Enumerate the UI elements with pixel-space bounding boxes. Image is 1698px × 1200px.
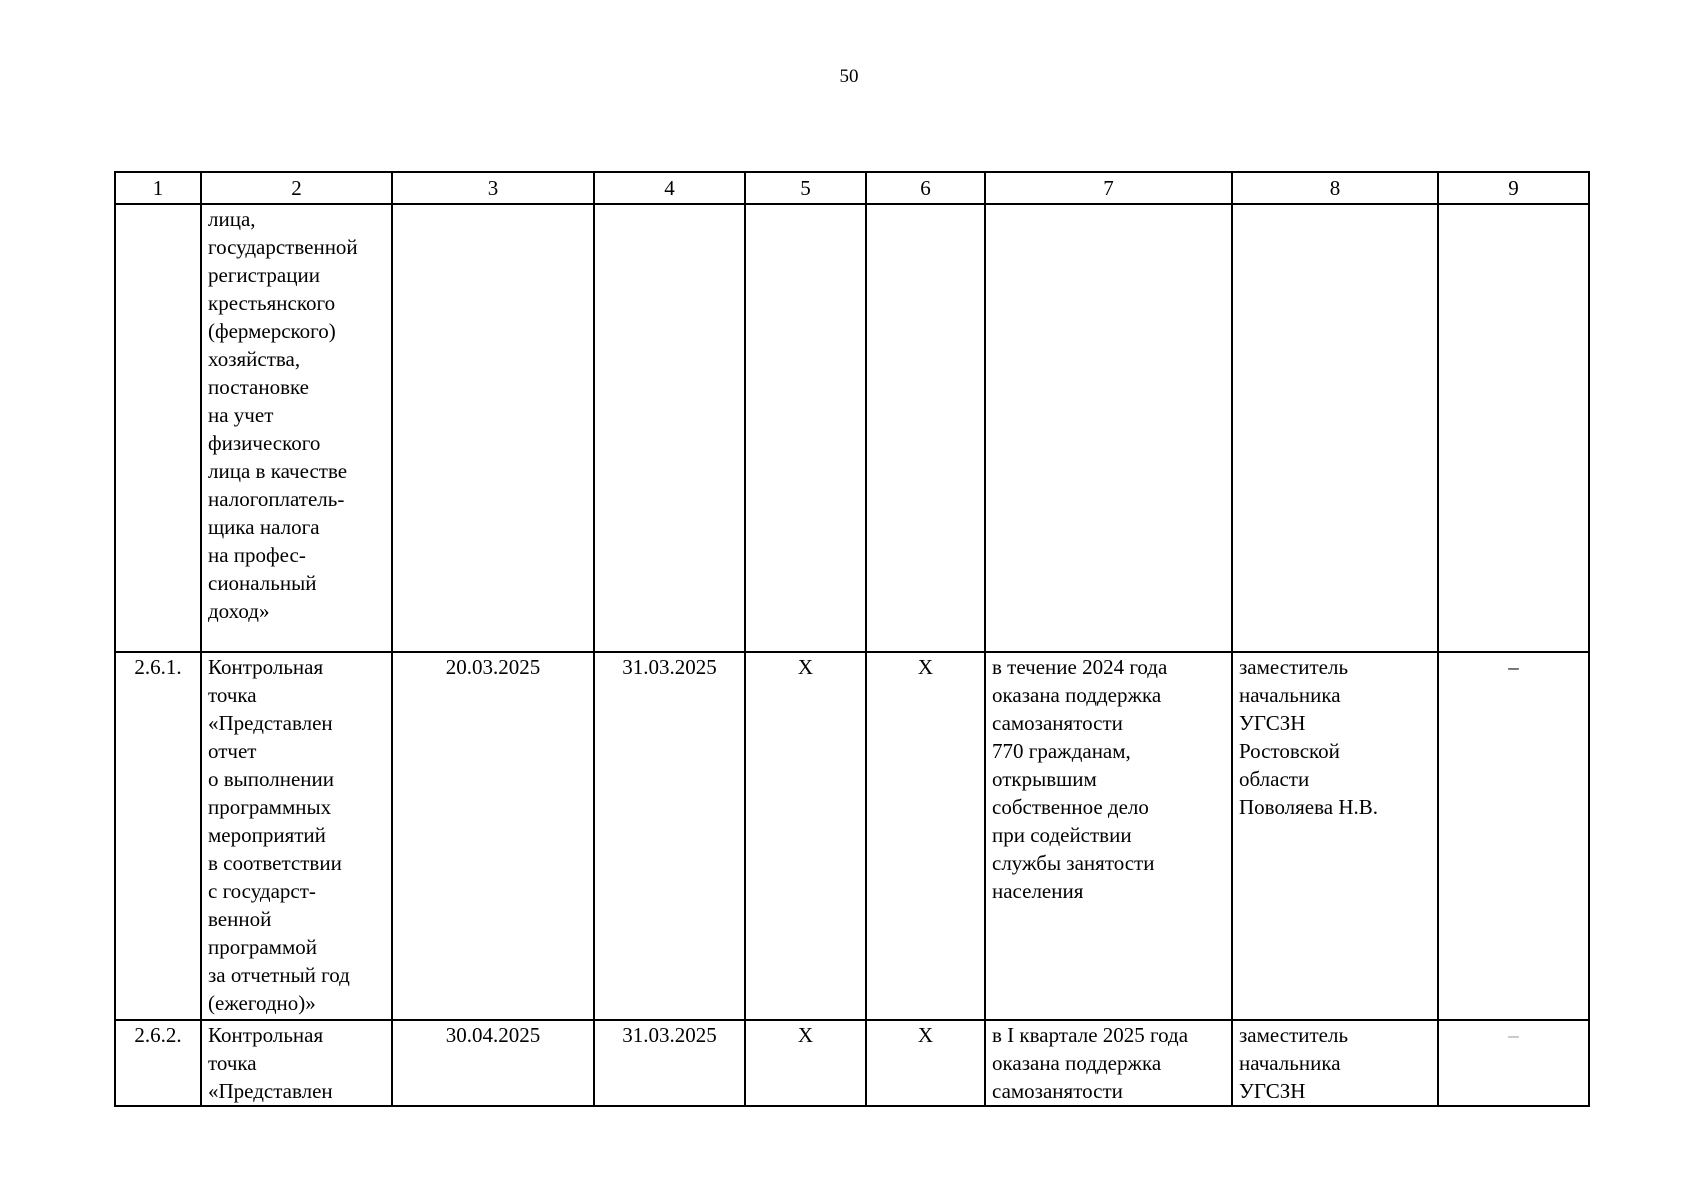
cell-responsible (1232, 204, 1438, 652)
column-header-1: 1 (115, 172, 201, 204)
cell-plan-date (392, 204, 594, 652)
cell-number (115, 204, 201, 652)
table-row (115, 204, 1589, 652)
cell-col9: – (1438, 652, 1589, 1020)
cell-fact-date: 31.03.2025 (594, 1020, 745, 1106)
cell-result: в I квартале 2025 года оказана поддержка самозанятости (985, 1020, 1232, 1106)
table-row (115, 652, 1589, 1020)
page-number: 50 (839, 66, 859, 87)
cell-col9: – (1438, 1020, 1589, 1106)
cell-name: Контрольная точка «Представлен (201, 1020, 392, 1106)
cell-responsible: заместитель начальника УГСЗН (1232, 1020, 1438, 1106)
column-header-9: 9 (1438, 172, 1589, 204)
table-row (115, 1020, 1589, 1106)
control-points-table (114, 171, 1590, 1107)
cell-result: в течение 2024 года оказана поддержка самозанятости 770 гражданам, открывшим собственное дело при содействии службы занятости населения (985, 652, 1232, 1020)
column-header-6: 6 (866, 172, 985, 204)
cell-number: 2.6.1. (115, 652, 201, 1020)
cell-name: лица, государственной регистрации крестьянского (фермерского) хозяйства, постановке на учет физического лица в качестве налогоплатель- щика налога на профес- сиональный доход» (201, 204, 392, 652)
cell-plan-date: 20.03.2025 (392, 652, 594, 1020)
cell-col6 (866, 204, 985, 652)
cell-col6: Х (866, 652, 985, 1020)
column-header-5: 5 (745, 172, 866, 204)
cell-fact-date (594, 204, 745, 652)
cell-col6: Х (866, 1020, 985, 1106)
cell-result (985, 204, 1232, 652)
column-header-7: 7 (985, 172, 1232, 204)
column-header-3: 3 (392, 172, 594, 204)
cell-name: Контрольная точка «Представлен отчет о выполнении программных мероприятий в соответствии с государст- венной программой за отчетный год (ежегодно)» (201, 652, 392, 1020)
cell-col9 (1438, 204, 1589, 652)
column-header-4: 4 (594, 172, 745, 204)
cell-plan-date: 30.04.2025 (392, 1020, 594, 1106)
cell-col5 (745, 204, 866, 652)
cell-col5: Х (745, 1020, 866, 1106)
cell-number: 2.6.2. (115, 1020, 201, 1106)
column-header-8: 8 (1232, 172, 1438, 204)
column-header-2: 2 (201, 172, 392, 204)
cell-fact-date: 31.03.2025 (594, 652, 745, 1020)
cell-col5: Х (745, 652, 866, 1020)
cell-responsible: заместитель начальника УГСЗН Ростовской области Поволяева Н.В. (1232, 652, 1438, 1020)
header-row (115, 172, 1589, 204)
